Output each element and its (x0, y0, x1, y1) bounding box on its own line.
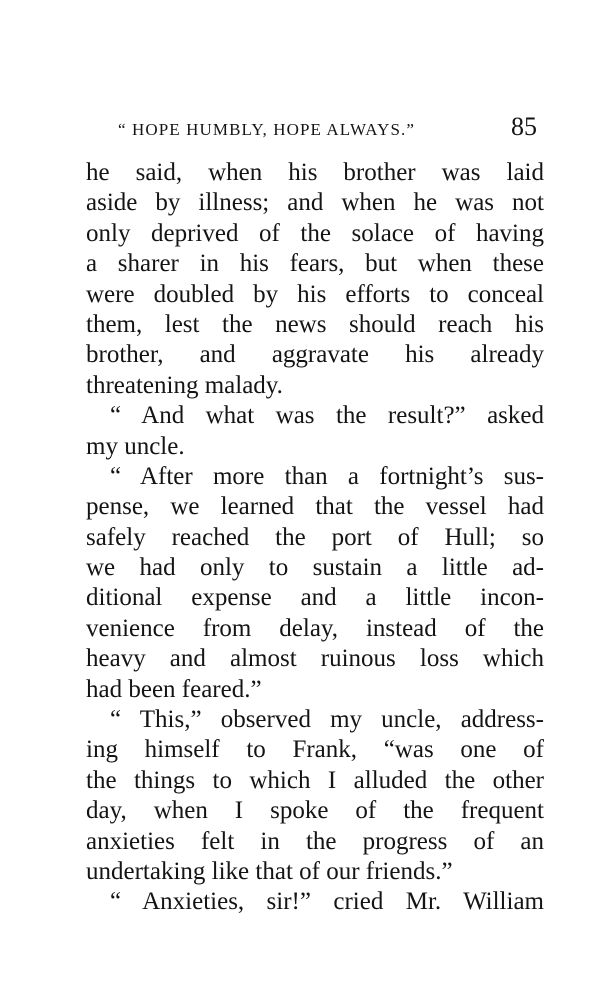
text-line: “ And what was the result?” asked (110, 402, 544, 430)
running-head (118, 112, 548, 148)
text-line: only deprived of the solace of having (86, 219, 544, 247)
text-line: pense, we learned that the vessel had (86, 493, 544, 521)
text-line: had been feared.” (86, 675, 262, 703)
text-line: we had only to sustain a little ad- (86, 554, 544, 582)
text-line: “ Anxieties, sir!” cried Mr. William (110, 888, 544, 916)
text-line: day, when I spoke of the frequent (86, 797, 544, 825)
text-line: venience from delay, instead of the (86, 614, 544, 642)
text-line: “ This,” observed my uncle, address- (110, 706, 544, 734)
text-line: “ After more than a fortnight’s sus- (110, 462, 544, 490)
running-title: “ HOPE HUMBLY, HOPE ALWAYS.” (118, 120, 416, 139)
text-line: threatening malady. (86, 371, 283, 399)
text-line: brother, and aggravate his already (86, 341, 544, 369)
text-line: ing himself to Frank, “was one of (86, 736, 544, 764)
text-line: my uncle. (86, 432, 185, 460)
text-line: were doubled by his efforts to conceal (86, 280, 544, 308)
text-line: a sharer in his fears, but when these (86, 250, 544, 278)
text-line: heavy and almost ruinous loss which (86, 645, 544, 673)
body-text (86, 158, 544, 918)
text-line: safely reached the port of Hull; so (86, 523, 544, 551)
text-line: aside by illness; and when he was not (86, 189, 544, 217)
text-line: the things to which I alluded the other (86, 766, 544, 794)
text-line: he said, when his brother was laid (86, 159, 544, 186)
page-number: 85 (511, 112, 537, 141)
text-line: undertaking like that of our friends.” (86, 857, 453, 885)
text-line: ditional expense and a little incon- (86, 584, 544, 612)
text-line: anxieties felt in the progress of an (86, 827, 544, 855)
text-line: them, lest the news should reach his (86, 310, 544, 338)
